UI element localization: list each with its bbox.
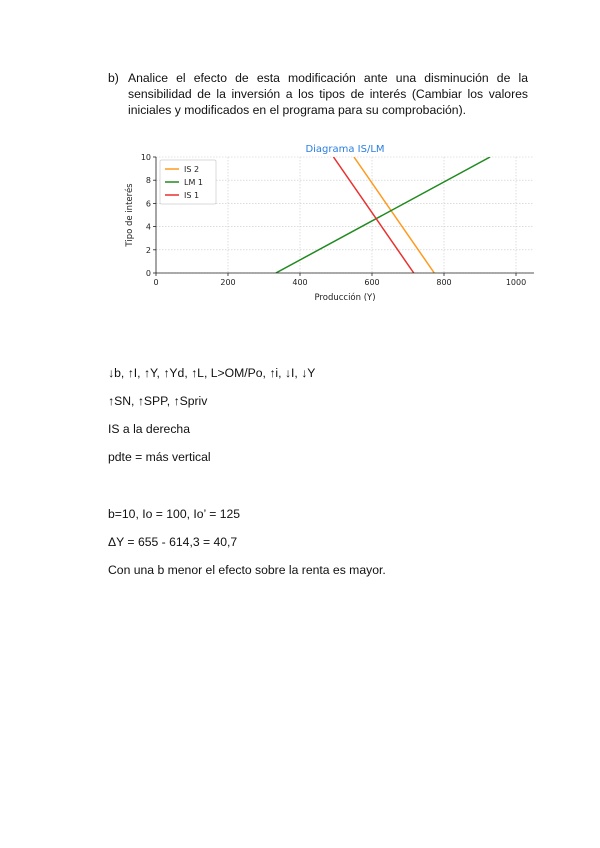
x-tick-label: 800 — [436, 278, 452, 287]
is-lm-chart — [108, 138, 548, 302]
y-tick-label: 10 — [140, 153, 151, 162]
y-tick-label: 8 — [145, 176, 151, 186]
question-text: Analice el efecto de esta modificación ante una disminución de la sensibilidad de la inversión a los tipos de interés (Cambiar los valores iniciales y modificados en el programa para su comprobación). — [128, 71, 528, 117]
x-tick-label: 1000 — [505, 278, 527, 287]
note-slope: pdte = más vertical — [108, 450, 211, 464]
y-tick-label: 6 — [145, 199, 151, 209]
chart-title: Diagrama IS/LM — [305, 144, 385, 155]
note-conclusion: Con una b menor el efecto sobre la renta es mayor. — [108, 563, 386, 577]
legend-entry-label: LM 1 — [184, 178, 203, 187]
series-line-is-2 — [354, 157, 434, 273]
x-tick-label: 400 — [292, 278, 308, 287]
series-line-is-1 — [333, 157, 413, 273]
note-delta-y: ΔY = 655 - 614,3 = 40,7 — [108, 535, 238, 549]
note-savings: ↑SN, ↑SPP, ↑Spriv — [108, 394, 208, 408]
note-effects-chain: ↓b, ↑I, ↑Y, ↑Yd, ↑L, L>OM/Po, ↑i, ↓I, ↓Y — [108, 366, 316, 380]
y-tick-label: 2 — [145, 245, 151, 255]
y-tick-label: 4 — [145, 222, 151, 232]
x-tick-label: 200 — [220, 278, 236, 287]
legend-entry-label: IS 2 — [184, 165, 200, 174]
y-axis-label: Tipo de interés — [125, 183, 135, 247]
note-is-shift: IS a la derecha — [108, 422, 190, 436]
y-tick-label: 0 — [145, 269, 151, 278]
x-tick-label: 0 — [153, 278, 159, 287]
legend-entry-label: IS 1 — [184, 191, 200, 200]
question-paragraph — [108, 70, 528, 118]
x-axis-label: Producción (Y) — [314, 293, 376, 302]
x-tick-label: 600 — [364, 278, 380, 287]
question-marker: b) — [108, 71, 119, 85]
series-line-lm-1 — [276, 157, 490, 273]
chart-svg — [108, 138, 548, 302]
note-parameters: b=10, Io = 100, Io’ = 125 — [108, 507, 241, 521]
